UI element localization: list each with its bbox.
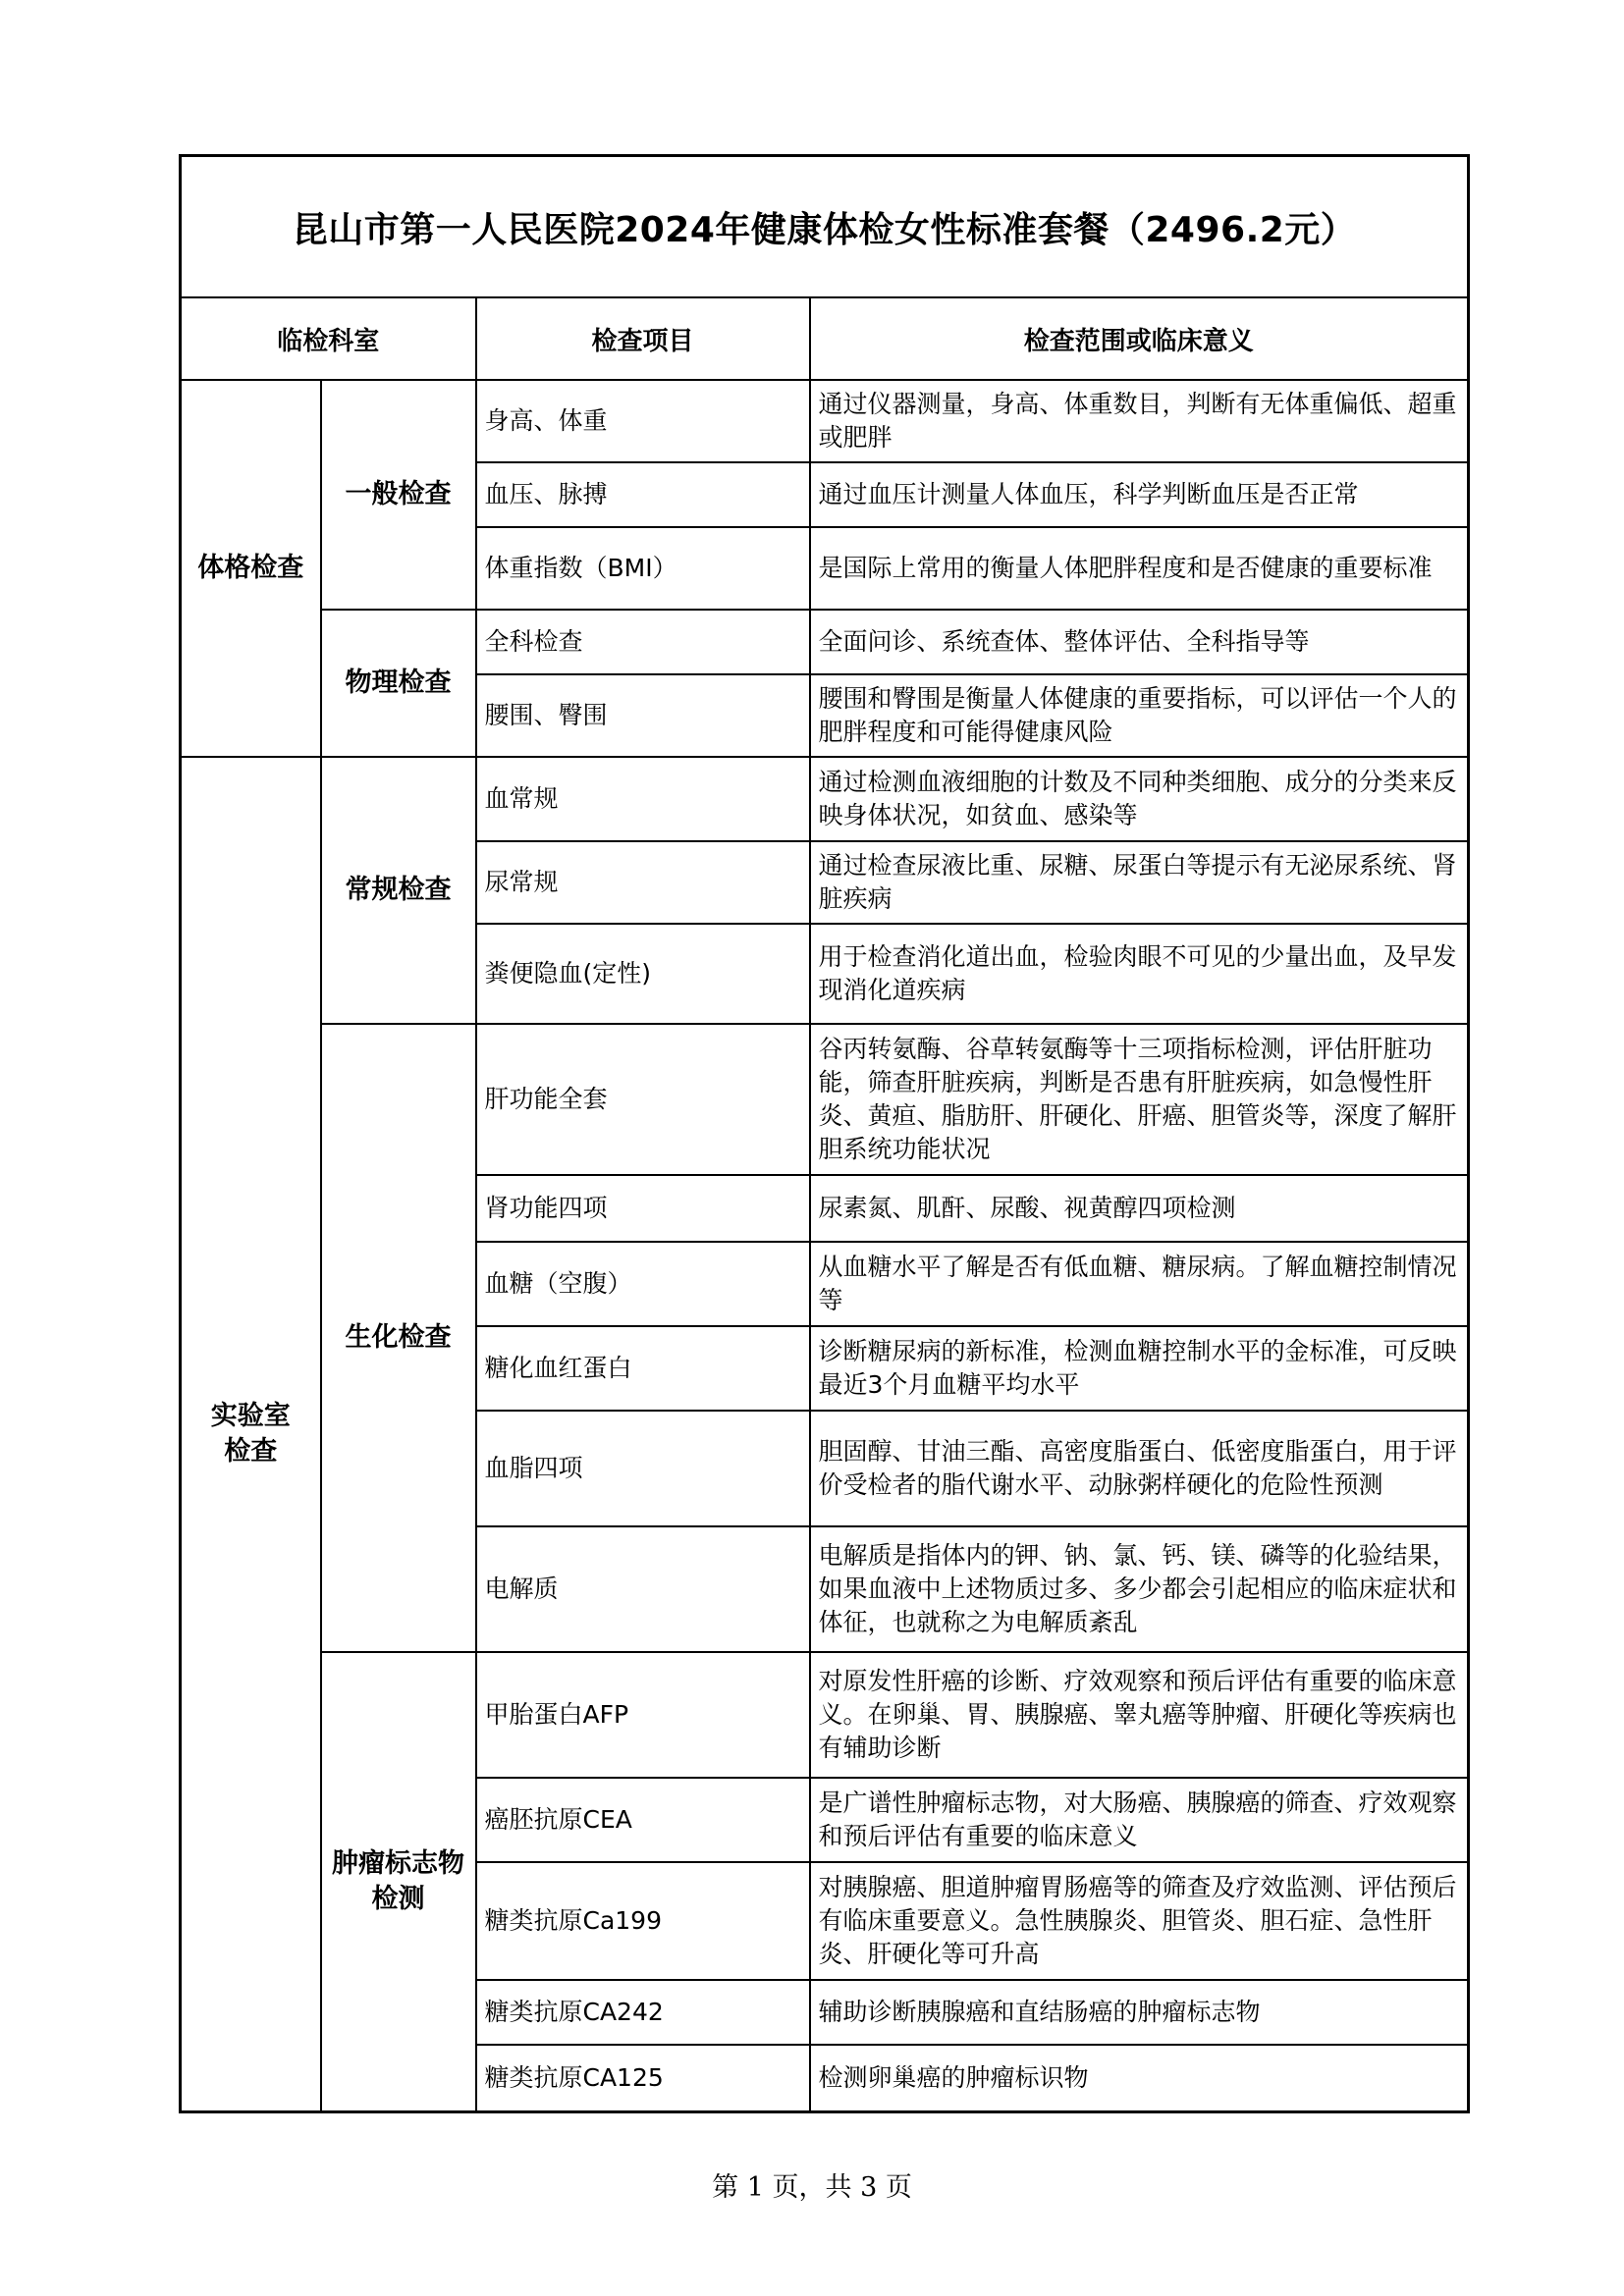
item-cell: 血糖（空腹） [476,1242,810,1326]
group-lab: 实验室 检查 [181,757,321,2111]
item-cell: 糖类抗原Ca199 [476,1862,810,1980]
item-cell: 糖类抗原CA125 [476,2045,810,2111]
header-row [181,297,1469,380]
desc-cell: 用于检查消化道出血，检验肉眼不可见的少量出血，及早发现消化道疾病 [810,924,1469,1024]
item-cell: 全科检查 [476,610,810,674]
desc-cell: 从血糖水平了解是否有低血糖、糖尿病。了解血糖控制情况等 [810,1242,1469,1326]
table-row [181,1652,1469,1778]
desc-cell: 胆固醇、甘油三酯、高密度脂蛋白、低密度脂蛋白，用于评价受检者的脂代谢水平、动脉粥样硬化的危险性预测 [810,1411,1469,1526]
subgroup-exam: 物理检查 [321,610,476,757]
subgroup-tumor: 肿瘤标志物 检测 [321,1652,476,2111]
item-cell: 肝功能全套 [476,1024,810,1175]
item-cell: 糖类抗原CA242 [476,1980,810,2045]
desc-cell: 谷丙转氨酶、谷草转氨酶等十三项指标检测，评估肝脏功能，筛查肝脏疾病，判断是否患有肝脏疾病，如急慢性肝炎、黄疸、脂肪肝、肝硬化、肝癌、胆管炎等，深度了解肝胆系统功能状况 [810,1024,1469,1175]
exam-package-sheet [179,154,1467,2113]
desc-cell: 通过血压计测量人体血压，科学判断血压是否正常 [810,462,1469,527]
desc-cell: 辅助诊断胰腺癌和直结肠癌的肿瘤标志物 [810,1980,1469,2045]
desc-cell: 对原发性肝癌的诊断、疗效观察和预后评估有重要的临床意义。在卵巢、胃、胰腺癌、睾丸癌等肿瘤、肝硬化等疾病也有辅助诊断 [810,1652,1469,1778]
item-cell: 血压、脉搏 [476,462,810,527]
header-desc: 检查范围或临床意义 [810,297,1469,380]
table-row [181,1024,1469,1175]
item-cell: 身高、体重 [476,380,810,462]
item-cell: 血常规 [476,757,810,841]
item-cell: 癌胚抗原CEA [476,1778,810,1862]
desc-cell: 通过仪器测量，身高、体重数目，判断有无体重偏低、超重或肥胖 [810,380,1469,462]
desc-cell: 是国际上常用的衡量人体肥胖程度和是否健康的重要标准 [810,527,1469,610]
header-dept: 临检科室 [181,297,476,380]
item-cell: 电解质 [476,1526,810,1652]
desc-cell: 通过检查尿液比重、尿糖、尿蛋白等提示有无泌尿系统、肾脏疾病 [810,841,1469,924]
item-cell: 尿常规 [476,841,810,924]
subgroup-general: 一般检查 [321,380,476,610]
desc-cell: 电解质是指体内的钾、钠、氯、钙、镁、磷等的化验结果，如果血液中上述物质过多、多少都会引起相应的临床症状和体征，也就称之为电解质紊乱 [810,1526,1469,1652]
title-row [181,156,1469,298]
table-row [181,380,1469,462]
desc-cell: 对胰腺癌、胆道肿瘤胃肠癌等的筛查及疗效监测、评估预后有临床重要意义。急性胰腺炎、胆管炎、胆石症、急性肝炎、肝硬化等可升高 [810,1862,1469,1980]
desc-cell: 通过检测血液细胞的计数及不同种类细胞、成分的分类来反映身体状况，如贫血、感染等 [810,757,1469,841]
desc-cell: 腰围和臀围是衡量人体健康的重要指标，可以评估一个人的肥胖程度和可能得健康风险 [810,674,1469,757]
group-physical: 体格检查 [181,380,321,757]
header-item: 检查项目 [476,297,810,380]
desc-cell: 全面问诊、系统查体、整体评估、全科指导等 [810,610,1469,674]
desc-cell: 检测卵巢癌的肿瘤标识物 [810,2045,1469,2111]
desc-cell: 是广谱性肿瘤标志物，对大肠癌、胰腺癌的筛查、疗效观察和预后评估有重要的临床意义 [810,1778,1469,1862]
table-row [181,610,1469,674]
desc-cell: 尿素氮、肌酐、尿酸、视黄醇四项检测 [810,1175,1469,1242]
item-cell: 甲胎蛋白AFP [476,1652,810,1778]
item-cell: 肾功能四项 [476,1175,810,1242]
exam-package-table [179,154,1470,2113]
item-cell: 体重指数（BMI） [476,527,810,610]
subgroup-routine: 常规检查 [321,757,476,1024]
item-cell: 粪便隐血(定性) [476,924,810,1024]
subgroup-biochem: 生化检查 [321,1024,476,1652]
item-cell: 糖化血红蛋白 [476,1326,810,1411]
item-cell: 血脂四项 [476,1411,810,1526]
desc-cell: 诊断糖尿病的新标准，检测血糖控制水平的金标准，可反映最近3个月血糖平均水平 [810,1326,1469,1411]
table-row [181,757,1469,841]
page-footer: 第 1 页，共 3 页 [712,2172,912,2203]
page-title: 昆山市第一人民医院2024年健康体检女性标准套餐（2496.2元） [181,156,1469,298]
item-cell: 腰围、臀围 [476,674,810,757]
